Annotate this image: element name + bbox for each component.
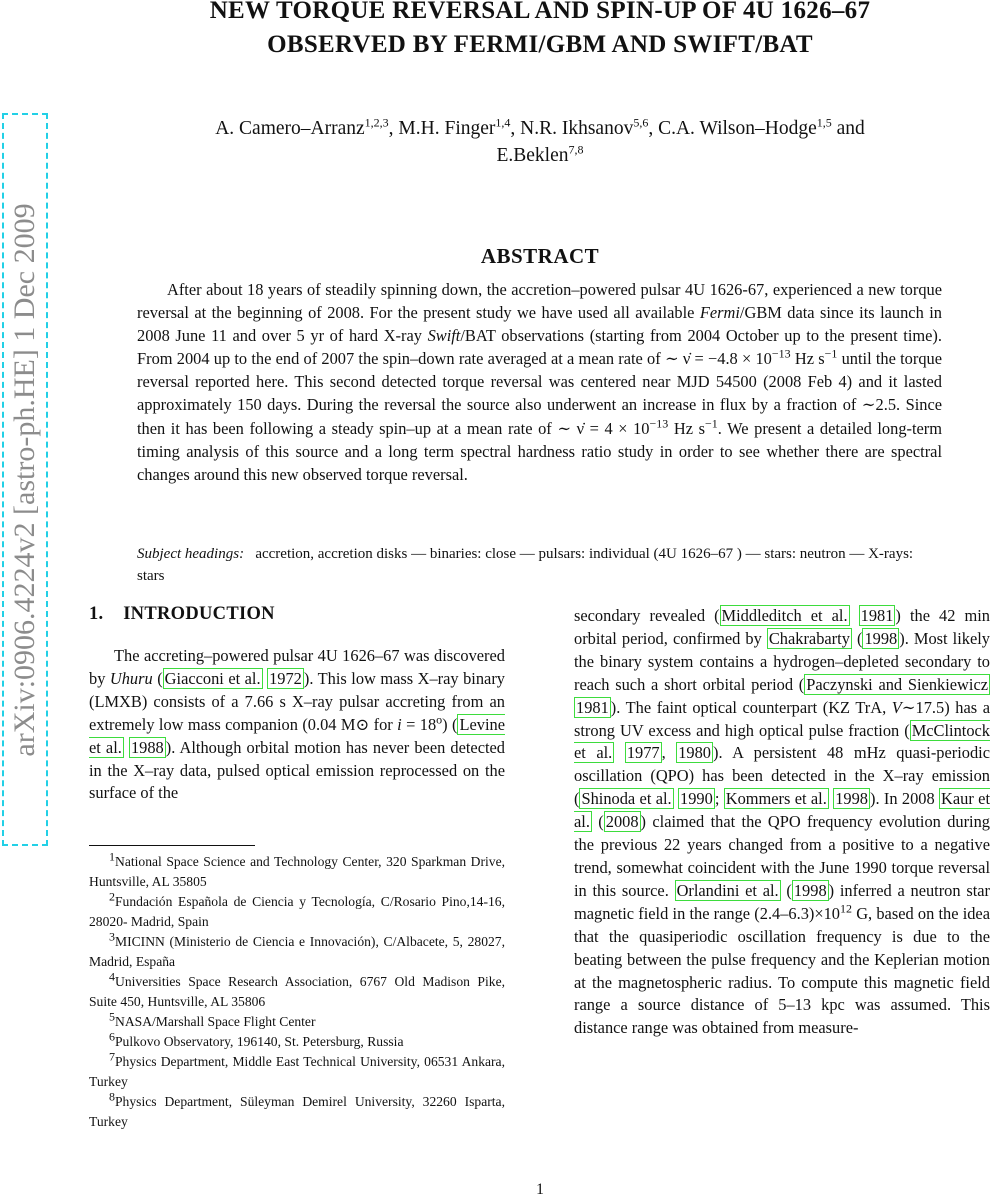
citation-link[interactable]: 1980	[678, 743, 711, 763]
intro-left-column: The accreting–powered pulsar 4U 1626–67 was discovered by Uhuru ( Giacconi et al. 1972 ). This low mass X–ray binary (LMXB) consists of a 7.66 s X–ray pulsar accreting from an extremely low mass companion (0.04 M⊙ for $i = 18^o$) ( Levine et al. 1988 ). Although orbital motion has never been detected in the X–ray data, pulsed optical emission reprocessed on the surface of the	[89, 646, 505, 803]
arxiv-stamp-link[interactable]	[2, 113, 48, 846]
footnotes	[89, 849, 505, 1132]
author-name: E.Beklen	[496, 145, 569, 166]
citation-link[interactable]: 1990	[680, 789, 713, 809]
page-number: 1	[536, 1181, 544, 1198]
citation-link[interactable]: 1981	[576, 697, 609, 717]
author-name: M.H. Finger	[398, 118, 496, 139]
title-line-2: OBSERVED BY FERMI/GBM AND SWIFT/BAT	[267, 31, 813, 58]
arxiv-stamp-text: arXiv:0906.4224v2 [astro-ph.HE] 1 Dec 2009	[8, 202, 41, 757]
citation-link[interactable]: 1998	[864, 628, 898, 648]
citation-link[interactable]: Middleditch et al.	[721, 606, 848, 625]
author-affiliation: 1,5	[816, 115, 832, 130]
citation-link[interactable]: McClintock et al.	[574, 720, 990, 763]
title-line-1: NEW TORQUE REVERSAL AND SPIN-UP OF 4U 1626–67	[209, 0, 871, 24]
author-affiliation: 1,4	[495, 115, 511, 130]
citation-link[interactable]: Levine et al.	[89, 714, 505, 757]
footnote-divider	[89, 845, 255, 846]
author-affiliation: 7,8	[568, 142, 584, 157]
abstract-heading: ABSTRACT	[480, 244, 600, 268]
citation-link[interactable]: 1988	[130, 737, 164, 757]
citation-link[interactable]: Kommers et al.	[725, 789, 827, 809]
section-title: INTRODUCTION	[123, 604, 275, 624]
intro-right-column: secondary revealed ( Middleditch et al. 1981 ) the 42 min orbital period, confirmed by Chakrabarty ( 1998 ). Most likely the binary system contains a hydrogen–depleted secondary to reach such a short orbital period ( Paczynski and Sienkiewicz 1981 ). The faint optical counterpart (KZ TrA, V∼17.5) has a strong UV excess and high optical pulse fraction ( McClintock et al. 1977 , 1980 ). A persistent 48 mHz quasi-periodic oscillation (QPO) has been detected in the X–ray emission ( Shinoda et al. 1990 ; Kommers et al. 1998 ). In 2008 Kaur et al. ( 2008 ) claimed that the QPO frequency evolution during the previous 22 years changed from a positive to a negative trend, somewhat coincident with the June 1990 torque reversal in this source. Orlandini et al. ( 1998 ) inferred a neutron star magnetic field in the range $(2.4-6.3)\times 10^{12}$ G, based on the idea that the quasiperiodic oscillation frequency is due to the beating between the pulse frequency and the Keplerian motion at the magnetospheric radius. To compute this magnetic field range a source distance of 5–13 kpc was assumed. This distance range was obtained from measure-	[574, 606, 990, 1038]
subject-headings-label: Subject headings:	[137, 546, 245, 562]
footnote: $^7$Physics Department, Middle East Technical University, 06531 Ankara, Turkey	[89, 1049, 505, 1089]
author-name: N.R. Ikhsanov	[520, 118, 634, 139]
citation-link[interactable]: Orlandini et al.	[676, 880, 779, 900]
footnote: $^6$Pulkovo Observatory, 196140, St. Petersburg, Russia	[109, 1029, 404, 1049]
author-list: A. Camero–Arranz$^{1,2,3}$, M.H. Finger$^{1,4}$, N.R. Ikhsanov$^{5,6}$, C.A. Wilson–Hodge$^{1,5}$ and E.Beklen$^{7,8}$	[215, 115, 865, 166]
paper-title	[100, 0, 980, 62]
author-name: A. Camero–Arranz	[215, 118, 365, 139]
footnote: $^1$National Space Science and Technology Center, 320 Sparkman Drive, Huntsville, AL 35805	[89, 849, 505, 889]
footnote: $^2$Fundación Española de Ciencia y Tecnología, C/Rosario Pino,14-16, 28020- Madrid, Spain	[89, 889, 505, 929]
abstract-body: After about 18 years of steadily spinning down, the accretion–powered pulsar 4U 1626-67, experienced a new torque reversal at the beginning of 2008. For the present study we have used all available Fermi/GBM data since its launch in 2008 June 11 and over 5 yr of hard X-ray Swift/BAT observations (starting from 2004 October up to the present time). From 2004 up to the end of 2007 the spin–down rate averaged at a mean rate of ∼ ν̇ = $-4.8 \times 10^{-13}$ Hz $s^{-1}$ until the torque reversal reported here. This second detected torque reversal was centered near MJD 54500 (2008 Feb 4) and it lasted approximately 150 days. During the reversal the source also underwent an increase in flux by a fraction of ∼2.5. Since then it has been following a steady spin–up at a mean rate of ∼ ν̇ = $4 \times 10^{-13}$ Hz $s^{-1}$. We present a detailed long-term timing analysis of this source and a long term spectral hardness ratio study in order to see whether there are spectral changes around this new observed torque reversal.	[137, 280, 943, 484]
footnote: $^3$MICINN (Ministerio de Ciencia e Innovación), C/Albacete, 5, 28027, Madrid, España	[89, 929, 505, 969]
subject-headings	[137, 543, 942, 587]
subject-headings-text: accretion, accretion disks — binaries: close — pulsars: individual (4U 1626–67 ) — stars: neutron — X-rays: stars	[137, 546, 914, 584]
citation-link[interactable]: Chakrabarty	[768, 628, 850, 648]
citation-link[interactable]: Shinoda et al.	[581, 789, 672, 809]
section-heading	[89, 604, 275, 625]
author-conjunction: and	[836, 118, 865, 139]
author-name: C.A. Wilson–Hodge	[658, 118, 817, 139]
footnote: $^5$NASA/Marshall Space Flight Center	[109, 1009, 316, 1029]
section-number: 1.	[89, 604, 104, 624]
author-affiliation: 1,2,3	[364, 115, 389, 130]
citation-link[interactable]: Giacconi et al.	[164, 668, 261, 688]
author-affiliation: 5,6	[633, 115, 649, 130]
citation-link[interactable]: Kaur et al.	[574, 789, 990, 832]
citation-link[interactable]: 1977	[626, 743, 660, 763]
citation-link[interactable]: 1981	[860, 606, 894, 625]
citation-link[interactable]: 1972	[269, 668, 302, 688]
citation-link[interactable]: 1998	[835, 789, 868, 809]
citation-link[interactable]: 1998	[793, 880, 827, 900]
footnote: $^4$Universities Space Research Association, 6767 Old Madison Pike, Suite 450, Huntsville, AL 35806	[89, 969, 505, 1009]
footnote: $^8$Physics Department, Süleyman Demirel University, 32260 Isparta, Turkey	[89, 1089, 505, 1129]
citation-link[interactable]: Paczynski and Sienkiewicz	[806, 674, 988, 694]
citation-link[interactable]: 2008	[605, 812, 639, 832]
